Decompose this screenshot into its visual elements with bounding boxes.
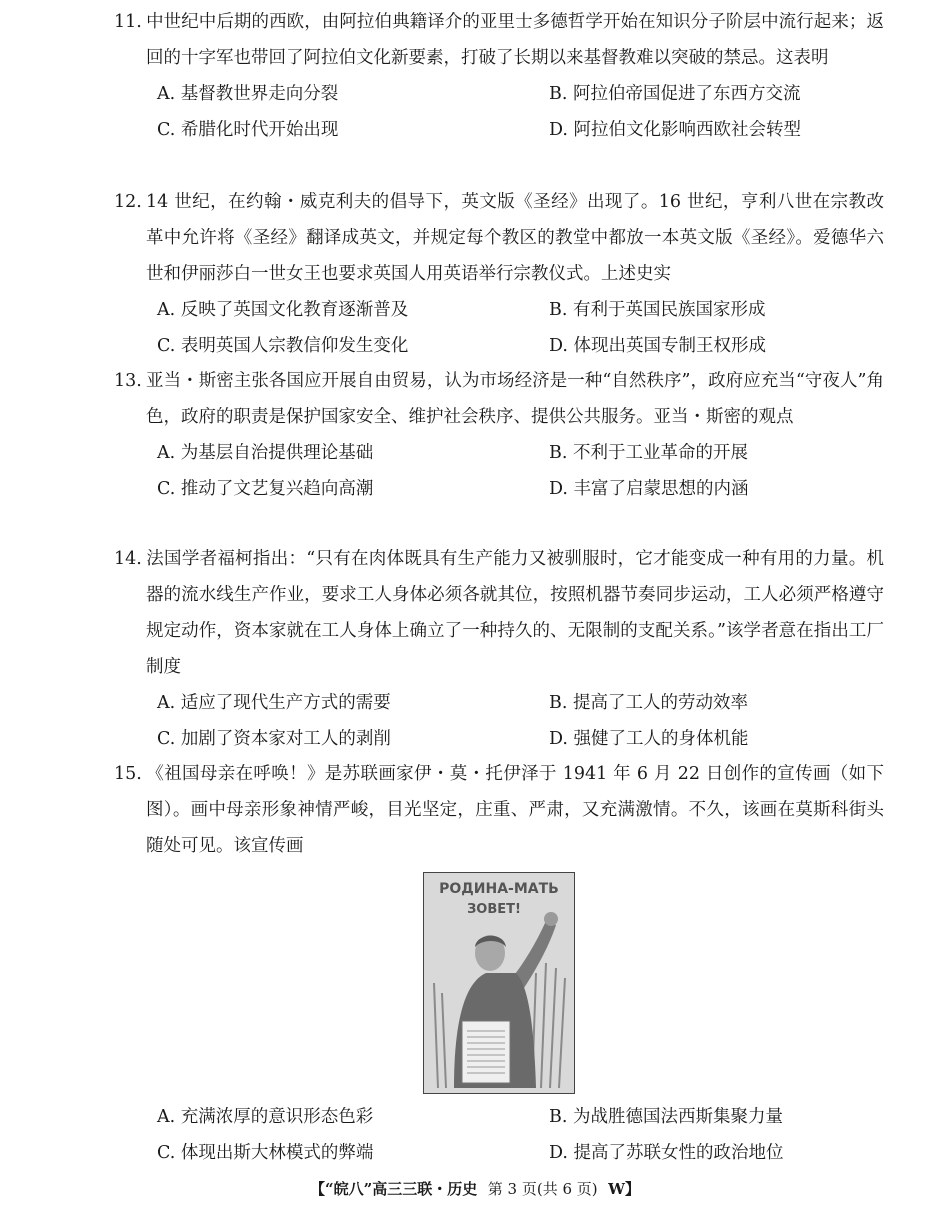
question-13 (114, 363, 884, 507)
option-c: C. 希腊化时代开始出现 (157, 120, 339, 140)
question-15 (114, 756, 884, 864)
propaganda-poster-image (423, 872, 575, 1094)
option-c: C. 加剧了资本家对工人的剥削 (157, 729, 391, 749)
option-a: A. 适应了现代生产方式的需要 (157, 693, 391, 713)
option-d: D. 丰富了启蒙思想的内涵 (549, 479, 749, 499)
raised-hand (544, 912, 558, 926)
option-d: D. 体现出英国专制王权形成 (549, 336, 767, 356)
question-15-options (114, 1099, 884, 1171)
option-a: A. 基督教世界走向分裂 (157, 84, 339, 104)
question-text: 中世纪中后期的西欧，由阿拉伯典籍译介的亚里士多德哲学开始在知识分子阶层中流行起来；返回的十字军也带回了阿拉伯文化新要素，打破了长期以来基督教难以突破的禁忌。这表明 (146, 12, 884, 68)
option-row (114, 76, 884, 112)
footer-exam-title: 【“皖八”高三三联・历史 (310, 1180, 478, 1198)
question-stem (114, 541, 884, 685)
page-footer (0, 1178, 950, 1200)
question-text: 14 世纪，在约翰・威克利夫的倡导下，英文版《圣经》出现了。16 世纪，亨利八世在宗教改革中允许将《圣经》翻译成英文，并规定每个教区的教堂中都放一本英文版《圣经》。爱德华六世和伊丽莎白一世女王也要求英国人用英语举行宗教仪式。上述史实 (146, 192, 884, 284)
option-row (114, 435, 884, 471)
poster-illustration (424, 873, 574, 1093)
oath-document (462, 1021, 510, 1083)
option-d: D. 提高了苏联女性的政治地位 (549, 1143, 784, 1163)
question-14 (114, 541, 884, 757)
option-b: B. 有利于英国民族国家形成 (549, 300, 766, 320)
question-12 (114, 184, 884, 364)
option-row (114, 685, 884, 721)
option-b: B. 不利于工业革命的开展 (549, 443, 748, 463)
question-stem (114, 756, 884, 864)
question-stem (114, 363, 884, 435)
option-a: A. 为基层自治提供理论基础 (157, 443, 374, 463)
option-row (114, 292, 884, 328)
option-b: B. 阿拉伯帝国促进了东西方交流 (549, 84, 801, 104)
question-number: 11. (114, 12, 142, 32)
question-text: 亚当・斯密主张各国应开展自由贸易，认为市场经济是一种“自然秩序”，政府应充当“守夜人”角色，政府的职责是保护国家安全、维护社会秩序、提供公共服务。亚当・斯密的观点 (146, 371, 884, 427)
option-row (114, 721, 884, 757)
question-stem (114, 184, 884, 292)
option-row (114, 1099, 884, 1135)
option-b: B. 为战胜德国法西斯集聚力量 (549, 1107, 783, 1127)
question-stem (114, 4, 884, 76)
question-text: 法国学者福柯指出：“只有在肉体既具有生产能力又被驯服时，它才能变成一种有用的力量。机器的流水线生产作业，要求工人身体必须各就其位，按照机器节奏同步运动，工人必须严格遵守规定动作，资本家就在工人身体上确立了一种持久的、无限制的支配关系。”该学者意在指出工厂制度 (146, 549, 884, 677)
option-row (114, 328, 884, 364)
question-text: 《祖国母亲在呼唤！》是苏联画家伊・莫・托伊泽于 1941 年 6 月 22 日创作的宣传画（如下图）。画中母亲形象神情严峻，目光坚定，庄重、严肃，又充满激情。不久，该画在莫斯科街头随处可见。该宣传画 (146, 764, 884, 856)
option-a: A. 反映了英国文化教育逐渐普及 (157, 300, 409, 320)
poster-caption-line2: ЗОВЕТ! (467, 902, 521, 917)
footer-version: W】 (608, 1180, 640, 1198)
option-c: C. 体现出斯大林模式的弊端 (157, 1143, 374, 1163)
question-number: 14. (114, 549, 142, 569)
option-d: D. 阿拉伯文化影响西欧社会转型 (549, 120, 802, 140)
footer-page-number: 第 3 页(共 6 页) (487, 1180, 598, 1198)
option-a: A. 充满浓厚的意识形态色彩 (157, 1107, 374, 1127)
question-number: 15. (114, 764, 142, 784)
option-row (114, 112, 884, 148)
poster-caption-line1: РОДИНА-МАТЬ (439, 881, 559, 897)
option-c: C. 推动了文艺复兴趋向高潮 (157, 479, 374, 499)
option-row (114, 1135, 884, 1171)
question-number: 12. (114, 192, 142, 212)
option-b: B. 提高了工人的劳动效率 (549, 693, 748, 713)
option-c: C. 表明英国人宗教信仰发生变化 (157, 336, 409, 356)
option-row (114, 471, 884, 507)
question-11 (114, 4, 884, 148)
question-number: 13. (114, 371, 142, 391)
option-d: D. 强健了工人的身体机能 (549, 729, 749, 749)
